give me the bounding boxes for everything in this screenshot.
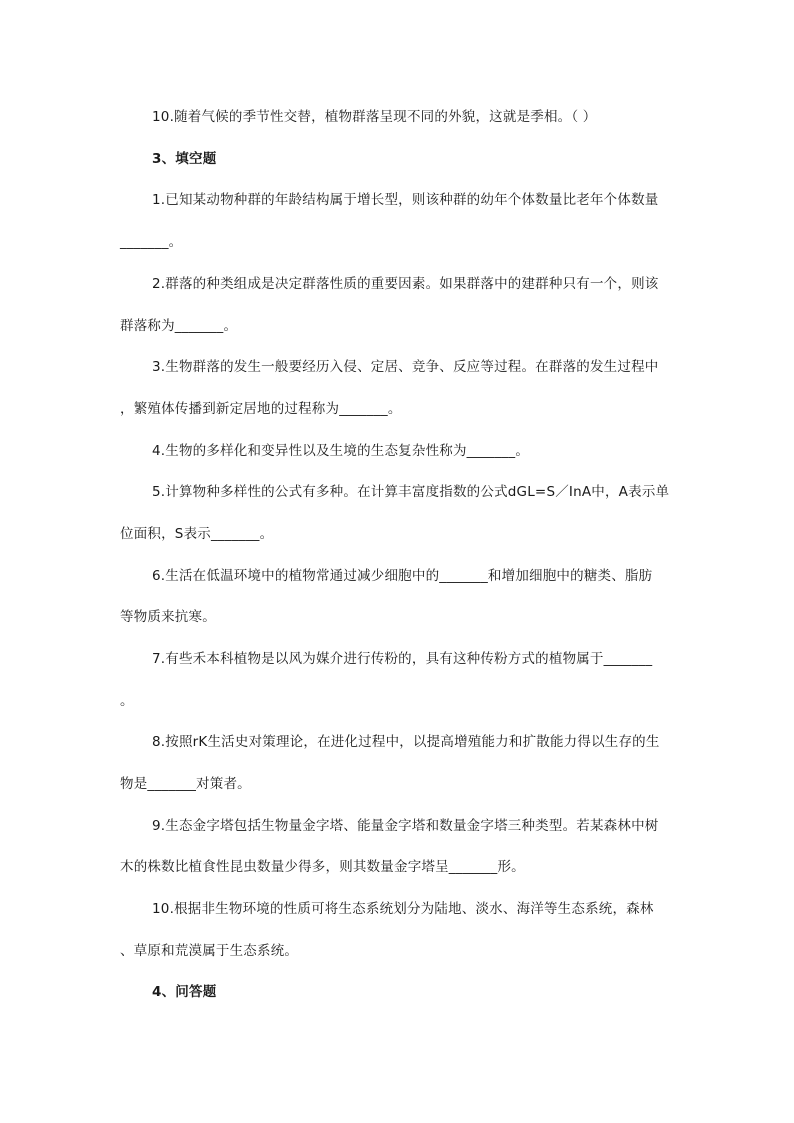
fill-question-1-line-1: 1.已知某动物种群的年龄结构属于增长型，则该种群的幼年个体数量比老年个体数量	[152, 192, 659, 208]
fill-question-10-line-1: 10.根据非生物环境的性质可将生态系统划分为陆地、淡水、海洋等生态系统，森林	[152, 901, 654, 917]
section-heading-qa: 4、问答题	[152, 984, 217, 1000]
fill-question-5-line-2: 位面积，S表示_______。	[120, 526, 274, 542]
fill-question-1-line-2: _______。	[120, 234, 183, 250]
fill-question-5-line-1: 5.计算物种多样性的公式有多种。在计算丰富度指数的公式dGL=S／InA中，A表示单	[152, 484, 670, 500]
fill-question-8-line-2: 物是_______对策者。	[120, 776, 251, 792]
fill-question-9-line-1: 9.生态金字塔包括生物量金字塔、能量金字塔和数量金字塔三种类型。若某森林中树	[152, 818, 659, 834]
fill-question-6-line-1: 6.生活在低温环境中的植物常通过减少细胞中的_______和增加细胞中的糖类、脂肪	[152, 568, 653, 584]
fill-question-9-line-2: 木的株数比植食性昆虫数量少得多，则其数量金字塔呈_______形。	[120, 859, 525, 875]
fill-question-4: 4.生物的多样化和变异性以及生境的生态复杂性称为_______。	[152, 443, 530, 459]
fill-question-7-line-2: 。	[120, 693, 134, 709]
fill-question-3-line-2: ，繁殖体传播到新定居地的过程称为_______。	[120, 401, 402, 417]
fill-question-3-line-1: 3.生物群落的发生一般要经历入侵、定居、竞争、反应等过程。在群落的发生过程中	[152, 359, 659, 375]
fill-question-6-line-2: 等物质来抗寒。	[120, 609, 216, 625]
judgment-question-10: 10.随着气候的季节性交替，植物群落呈现不同的外貌，这就是季相。（ ）	[152, 109, 597, 125]
fill-question-7-line-1: 7.有些禾本科植物是以风为媒介进行传粉的，具有这种传粉方式的植物属于_______	[152, 651, 653, 667]
section-heading-fill-in: 3、填空题	[152, 151, 217, 167]
fill-question-10-line-2: 、草原和荒漠属于生态系统。	[120, 943, 299, 959]
fill-question-2-line-1: 2.群落的种类组成是决定群落性质的重要因素。如果群落中的建群种只有一个，则该	[152, 276, 659, 292]
fill-question-2-line-2: 群落称为_______。	[120, 318, 238, 334]
fill-question-8-line-1: 8.按照rK生活史对策理论，在进化过程中，以提高增殖能力和扩散能力得以生存的生	[152, 734, 660, 750]
